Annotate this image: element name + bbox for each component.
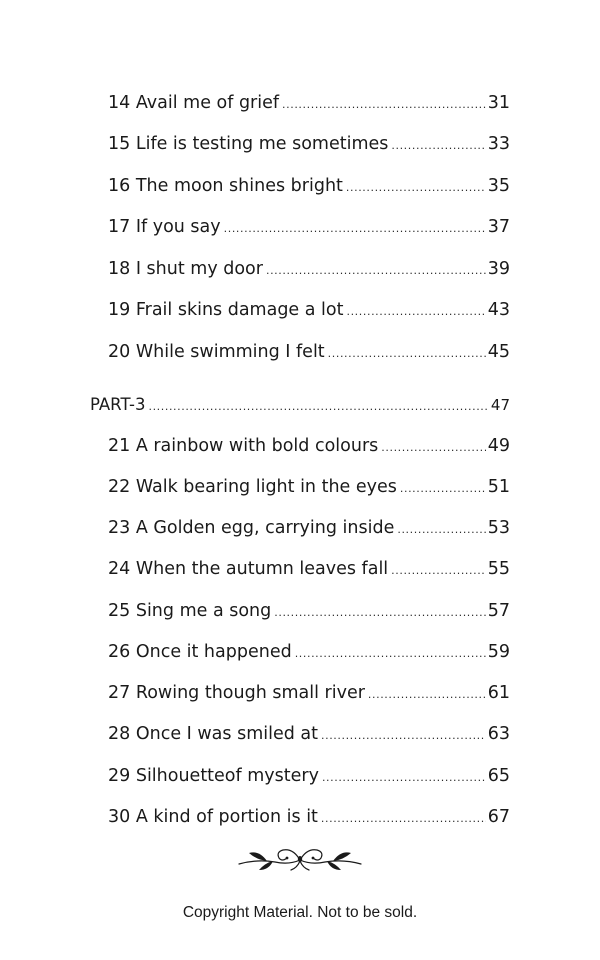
dot-leader [321, 806, 486, 832]
dot-leader [148, 394, 488, 420]
toc-entry-page: 55 [487, 559, 510, 579]
toc-part-page: 47 [490, 396, 510, 414]
dot-leader [328, 341, 486, 367]
toc-entry-page: 53 [487, 518, 510, 538]
toc-entry[interactable] [108, 804, 510, 830]
dot-leader [274, 600, 485, 626]
toc-entry-page: 31 [487, 93, 510, 113]
dot-leader [368, 682, 486, 708]
floral-divider-icon [237, 840, 363, 874]
toc-entry-page: 43 [487, 300, 510, 320]
toc-entry[interactable] [108, 131, 510, 157]
toc-entry[interactable] [108, 173, 510, 199]
toc-entry[interactable] [108, 680, 510, 706]
toc-entry-page: 57 [487, 601, 510, 621]
toc-entry-title: 15 Life is testing me sometimes [108, 134, 389, 154]
toc-entry-title: 18 I shut my door [108, 259, 263, 279]
toc-entry-title: 26 Once it happened [108, 642, 292, 662]
toc-entry[interactable] [108, 433, 510, 459]
toc-entry-title: 16 The moon shines bright [108, 176, 343, 196]
toc-entry-page: 67 [487, 807, 510, 827]
toc-entry[interactable] [108, 339, 510, 365]
toc-entry-title: 21 A rainbow with bold colours [108, 436, 379, 456]
toc-entry-title: 20 While swimming I felt [108, 342, 325, 362]
dot-leader [266, 258, 486, 284]
toc-entry-title: 29 Silhouetteof mystery [108, 766, 319, 786]
toc-entry[interactable] [108, 297, 510, 323]
dot-leader [282, 92, 486, 118]
dot-leader [322, 765, 486, 791]
toc-entry-page: 45 [487, 342, 510, 362]
dot-leader [391, 558, 486, 584]
toc-entry-title: 23 A Golden egg, carrying inside [108, 518, 395, 538]
toc-entry-page: 63 [487, 724, 510, 744]
toc-entry-page: 59 [487, 642, 510, 662]
dot-leader [224, 216, 486, 242]
toc-entry[interactable] [108, 256, 510, 282]
toc-entry[interactable] [108, 515, 510, 541]
toc-entry[interactable] [108, 556, 510, 582]
toc-entry-title: 19 Frail skins damage a lot [108, 300, 344, 320]
toc-entry[interactable] [108, 763, 510, 789]
toc-entry-page: 39 [487, 259, 510, 279]
toc-entry-title: 27 Rowing though small river [108, 683, 365, 703]
dot-leader [391, 133, 485, 159]
toc-part-heading[interactable] [90, 392, 510, 418]
toc-entry-page: 61 [487, 683, 510, 703]
dot-leader [346, 299, 485, 325]
copyright-notice: Copyright Material. Not to be sold. [182, 904, 418, 921]
dot-leader [400, 476, 486, 502]
toc-entry-page: 49 [487, 436, 510, 456]
dot-leader [321, 723, 486, 749]
toc-entry-page: 33 [487, 134, 510, 154]
dot-leader [397, 517, 485, 543]
dot-leader [346, 175, 486, 201]
toc-part-title: PART-3 [90, 395, 146, 414]
toc-entry[interactable] [108, 90, 510, 116]
toc-entry[interactable] [108, 214, 510, 240]
toc-entry-title: 14 Avail me of grief [108, 93, 280, 113]
toc-entry[interactable] [108, 639, 510, 665]
toc-entry[interactable] [108, 474, 510, 500]
toc-entry-page: 35 [487, 176, 510, 196]
toc-entry-title: 28 Once I was smiled at [108, 724, 318, 744]
toc-entry-page: 65 [487, 766, 510, 786]
toc-entry-title: 25 Sing me a song [108, 601, 272, 621]
dot-leader [381, 435, 485, 461]
toc-entry-page: 37 [487, 217, 510, 237]
toc-entry[interactable] [108, 721, 510, 747]
toc-entry-title: 22 Walk bearing light in the eyes [108, 477, 397, 497]
toc-entry[interactable] [108, 598, 510, 624]
toc-entry-title: 24 When the autumn leaves fall [108, 559, 389, 579]
toc-entry-title: 17 If you say [108, 217, 221, 237]
dot-leader [295, 641, 486, 667]
toc-entry-title: 30 A kind of portion is it [108, 807, 318, 827]
toc-entry-page: 51 [487, 477, 510, 497]
